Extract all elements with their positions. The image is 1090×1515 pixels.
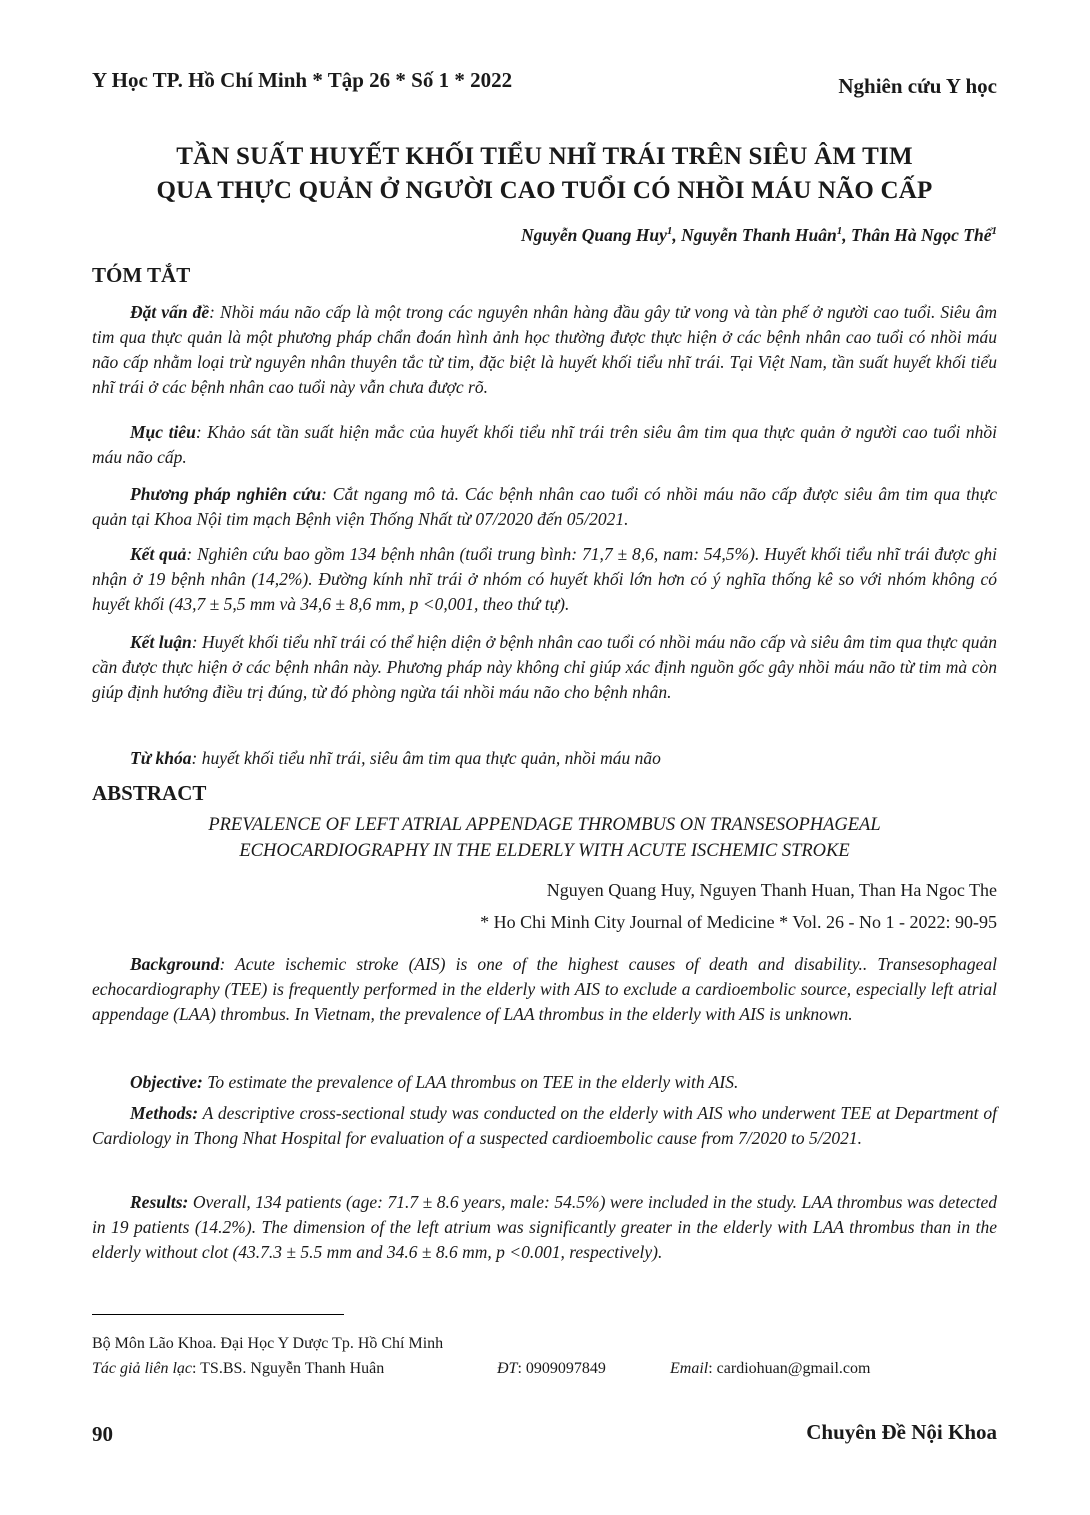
- phone-label: ĐT: [497, 1360, 518, 1377]
- citation: * Ho Chi Minh City Journal of Medicine * Vol. 26 - No 1 - 2022: 90-95: [480, 912, 997, 932]
- english-title-line-2: ECHOCARDIOGRAPHY IN THE ELDERLY WITH ACUTE ISCHEMIC STROKE: [239, 841, 850, 861]
- english-title-line-1: PREVALENCE OF LEFT ATRIAL APPENDAGE THROMBUS ON TRANSESOPHAGEAL: [208, 815, 881, 835]
- author-2: , Nguyễn Thanh Huân: [672, 225, 837, 245]
- email: [670, 1360, 870, 1378]
- footnote-divider: [92, 1314, 344, 1315]
- text: A descriptive cross-sectional study was conducted on the elderly with AIS who underwent TEE at Department of Cardiology in Thong Nhat Hospital for evaluation of a suspected cardioembolic cause from 7/2020 to 5/2021.: [92, 1103, 997, 1148]
- label: Phương pháp nghiên cứu: [130, 484, 322, 504]
- english-authors: Nguyen Quang Huy, Nguyen Thanh Huan, Than Ha Ngoc The: [546, 880, 997, 900]
- affiliation: Bộ Môn Lão Khoa. Đại Học Y Dược Tp. Hồ Chí Minh: [92, 1335, 444, 1352]
- label: Objective:: [130, 1072, 203, 1092]
- contact: [92, 1360, 384, 1378]
- phone: [497, 1360, 606, 1378]
- title-line-1: TẦN SUẤT HUYẾT KHỐI TIỂU NHĨ TRÁI TRÊN SIÊU ÂM TIM: [176, 143, 913, 170]
- abstract-background: [92, 952, 997, 1027]
- label: Results:: [130, 1192, 189, 1212]
- text: : huyết khối tiểu nhĩ trái, siêu âm tim qua thực quản, nhồi máu não: [191, 748, 661, 768]
- label: Kết luận: [130, 632, 192, 652]
- running-header: [92, 68, 997, 104]
- label: Mục tiêu: [130, 422, 196, 442]
- summary-conclusion: [92, 630, 997, 705]
- text: : Nghiên cứu bao gồm 134 bệnh nhân (tuổi trung bình: 71,7 ± 8,6, nam: 54,5%). Huyết khối tiểu nhĩ trái được ghi nhận ở 19 bệnh nhân (14,2%). Đường kính nhĩ trái ở nhóm có huyết khối lớn hơn có ý nghĩa thống kê so với nhóm không có huyết khối (43,7 ± 5,5 mm và 34,6 ± 8,6 mm, p <0,001, theo thứ tự).: [92, 544, 997, 614]
- label: Đặt vấn đề: [130, 302, 210, 322]
- english-title: [92, 812, 997, 864]
- special-issue: Chuyên Đề Nội Khoa: [806, 1420, 997, 1444]
- text: Overall, 134 patients (age: 71.7 ± 8.6 years, male: 54.5%) were included in the study. LAA thrombus was detected in 19 patients (14.2%). The dimension of the left atrium was significantly greater in the elderly with LAA thrombus than in the elderly without clot (43.7.3 ± 5.5 mm and 34.6 ± 8.6 mm, p <0.001, respectively).: [92, 1192, 997, 1262]
- article-page: [92, 0, 997, 1515]
- summary-methods: [92, 482, 997, 532]
- abstract-objective: [92, 1070, 997, 1095]
- contact-label: Tác giả liên lạc: [92, 1360, 192, 1377]
- journal-info: Y Học TP. Hồ Chí Minh * Tập 26 * Số 1 * 2022: [92, 68, 513, 92]
- author-1: Nguyễn Quang Huy: [521, 225, 667, 245]
- text: : Huyết khối tiểu nhĩ trái có thể hiện diện ở bệnh nhân cao tuổi có nhồi máu não cấp và siêu âm tim qua thực quản cần được thực hiện ở các bệnh nhân này. Phương pháp này không chỉ giúp xác định nguồn gốc gây nhồi máu não từ tim mà còn giúp định hướng điều trị đúng, từ đó phòng ngừa tái nhồi máu não cho bệnh nhân.: [92, 632, 997, 702]
- summary-background: [92, 300, 997, 400]
- summary-objective: [92, 420, 997, 470]
- label: Từ khóa: [130, 748, 192, 768]
- summary-results: [92, 542, 997, 617]
- authors-vn: [521, 225, 997, 246]
- email-value: : cardiohuan@gmail.com: [708, 1360, 871, 1377]
- summary-heading: TÓM TẮT: [92, 263, 191, 287]
- contact-value: : TS.BS. Nguyễn Thanh Huân: [191, 1360, 385, 1377]
- label: Kết quả: [130, 544, 187, 564]
- text: : Cắt ngang mô tả. Các bệnh nhân cao tuổi có nhồi máu não cấp được siêu âm tim qua thực quản tại Khoa Nội tim mạch Bệnh viện Thống Nhất từ 07/2020 đến 05/2021.: [92, 484, 997, 529]
- title-line-2: QUA THỰC QUẢN Ở NGƯỜI CAO TUỔI CÓ NHỒI MÁU NÃO CẤP: [156, 177, 933, 204]
- section-name: Nghiên cứu Y học: [838, 74, 997, 98]
- abstract-methods: [92, 1101, 997, 1151]
- author-1-affil: 1: [666, 225, 673, 238]
- text: : Nhồi máu não cấp là một trong các nguyên nhân hàng đầu gây tử vong và tàn phế ở người cao tuổi. Siêu âm tim qua thực quản là một phương pháp chẩn đoán hình ảnh học thường được thực hiện ở các bệnh nhân cao tuổi có nhồi máu não cấp nhằm loại trừ nguyên nhân thuyên tắc từ tim, đặc biệt là huyết khối tiểu nhĩ trái. Tại Việt Nam, tần suất huyết khối tiểu nhĩ trái ở các bệnh nhân cao tuổi này vẫn chưa được rõ.: [92, 302, 997, 397]
- email-label: Email: [670, 1360, 709, 1377]
- abstract-heading: ABSTRACT: [92, 781, 207, 805]
- abstract-results: [92, 1190, 997, 1265]
- contact-line: [92, 1360, 997, 1382]
- article-title: [92, 140, 997, 208]
- summary-keywords: [92, 746, 997, 771]
- label: Background: [130, 954, 220, 974]
- text: : Acute ischemic stroke (AIS) is one of the highest causes of death and disability.. Transesophageal echocardiography (TEE) is frequently performed in the elderly with AIS to exclude a cardioembolic source, especially left atrial appendage (LAA) thrombus. In Vietnam, the prevalence of LAA thrombus in the elderly with AIS is unknown.: [92, 954, 997, 1024]
- author-3-affil: 1: [991, 225, 997, 238]
- text: To estimate the prevalence of LAA thrombus on TEE in the elderly with AIS.: [202, 1072, 739, 1092]
- author-2-affil: 1: [836, 225, 843, 238]
- author-3: , Thân Hà Ngọc Thể: [842, 225, 992, 245]
- page-number: 90: [92, 1422, 113, 1446]
- phone-value: : 0909097849: [517, 1360, 606, 1377]
- text: : Khảo sát tần suất hiện mắc của huyết khối tiểu nhĩ trái trên siêu âm tim qua thực quản ở người cao tuổi nhồi máu não cấp.: [92, 422, 997, 467]
- label: Methods:: [130, 1103, 199, 1123]
